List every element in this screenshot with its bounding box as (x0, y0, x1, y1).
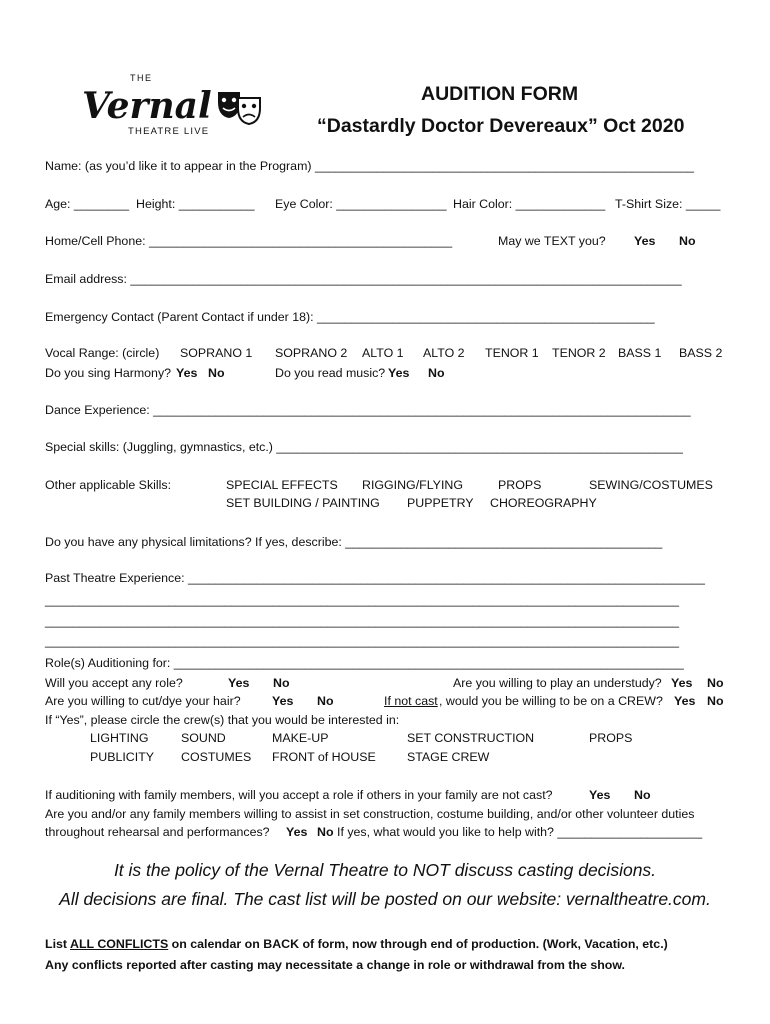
crew-interest-intro: If “Yes”, please circle the crew(s) that you would be interested in: (45, 713, 400, 727)
svg-text:THEATRE LIVE: THEATRE LIVE (128, 126, 210, 137)
vocal-option-soprano-1[interactable]: SOPRANO 1 (180, 346, 253, 360)
crew-make-up[interactable]: MAKE-UP (272, 731, 329, 745)
cut-dye-hair-question: Are you willing to cut/dye your hair? (45, 694, 241, 708)
assist-yes-option[interactable]: Yes (286, 825, 308, 839)
understudy-no-option[interactable]: No (707, 676, 724, 690)
roles-auditioning-field[interactable]: Role(s) Auditioning for: __________________________________________________________________________ (45, 656, 684, 670)
height-field[interactable]: Height: ___________ (136, 197, 255, 211)
skill-puppetry[interactable]: PUPPETRY (407, 496, 474, 510)
read-music-no-option[interactable]: No (428, 366, 445, 380)
special-skills-field[interactable]: Special skills: (Juggling, gymnastics, etc.) ___________________________________________________________ (45, 440, 683, 454)
tshirt-size-field[interactable]: T-Shirt Size: _____ (615, 197, 721, 211)
past-experience-line[interactable]: ____________________________________________________________________________________________ (45, 634, 679, 648)
eye-color-field[interactable]: Eye Color: ________________ (275, 197, 447, 211)
if-not-cast-text: If not cast (384, 694, 438, 708)
understudy-question: Are you willing to play an understudy? (453, 676, 662, 690)
all-conflicts-text: ALL CONFLICTS (70, 937, 169, 951)
skill-choreography[interactable]: CHOREOGRAPHY (490, 496, 597, 510)
text-question: May we TEXT you? (498, 234, 606, 248)
accept-role-yes-option[interactable]: Yes (228, 676, 250, 690)
vernal-theatre-logo (80, 72, 265, 140)
footer-line-1-rest: on calendar on BACK of form, now through end of production. (Work, Vacation, etc.) (171, 937, 668, 951)
skill-rigging-flying[interactable]: RIGGING/FLYING (362, 478, 463, 492)
crew-sound[interactable]: SOUND (181, 731, 226, 745)
accept-any-role-question: Will you accept any role? (45, 676, 183, 690)
policy-line-1: It is the policy of the Vernal Theatre to NOT discuss casting decisions. (113, 860, 657, 880)
harmony-yes-option[interactable]: Yes (176, 366, 198, 380)
vocal-option-soprano-2[interactable]: SOPRANO 2 (275, 346, 348, 360)
footer-line-1 (45, 937, 668, 952)
understudy-yes-option[interactable]: Yes (671, 676, 693, 690)
vocal-range-label: Vocal Range: (circle) (45, 346, 160, 360)
age-field[interactable]: Age: ________ (45, 197, 130, 211)
other-skills-label: Other applicable Skills: (45, 478, 172, 492)
vocal-option-bass-1[interactable]: BASS 1 (618, 346, 662, 360)
family-yes-option[interactable]: Yes (589, 788, 611, 802)
assist-question: Are you and/or any family members willing to assist in set construction, costume building, and/or other volunteer duties (45, 807, 695, 821)
crew-front-of-house[interactable]: FRONT of HOUSE (272, 750, 376, 764)
svg-text:Vernal: Vernal (82, 85, 212, 127)
footer-line-2: Any conflicts reported after casting may necessitate a change in role or withdrawal from the show. (45, 958, 625, 972)
form-subtitle: “Dastardly Doctor Devereaux” Oct 2020 (317, 115, 685, 137)
hair-color-field[interactable]: Hair Color: _____________ (453, 197, 606, 211)
crew-question: , would you be willing to be on a CREW? (439, 694, 663, 708)
vocal-option-bass-2[interactable]: BASS 2 (679, 346, 723, 360)
text-yes-option[interactable]: Yes (634, 234, 656, 248)
crew-stage-crew[interactable]: STAGE CREW (407, 750, 490, 764)
dance-experience-field[interactable]: Dance Experience: ______________________________________________________________________________ (45, 403, 691, 417)
past-experience-field[interactable]: Past Theatre Experience: ___________________________________________________________________________ (45, 571, 705, 585)
name-field[interactable]: Name: (as you’d like it to appear in the Program) _______________________________________________________ (45, 159, 694, 173)
physical-limitations-field[interactable]: Do you have any physical limitations? If yes, describe: ______________________________________________ (45, 535, 663, 549)
vocal-option-alto-2[interactable]: ALTO 2 (423, 346, 465, 360)
skill-set-building-painting[interactable]: SET BUILDING / PAINTING (226, 496, 380, 510)
svg-text:THE: THE (130, 73, 153, 83)
crew-set-construction[interactable]: SET CONSTRUCTION (407, 731, 535, 745)
family-no-option[interactable]: No (634, 788, 651, 802)
vocal-option-tenor-2[interactable]: TENOR 2 (552, 346, 606, 360)
emergency-contact-field[interactable]: Emergency Contact (Parent Contact if under 18): _________________________________________________ (45, 310, 655, 324)
phone-field[interactable]: Home/Cell Phone: ____________________________________________ (45, 234, 453, 248)
read-music-question: Do you read music? (275, 366, 386, 380)
footer-list-word: List (45, 937, 68, 951)
assist-no-option[interactable]: No (317, 825, 334, 839)
past-experience-line[interactable]: ____________________________________________________________________________________________ (45, 614, 679, 628)
harmony-no-option[interactable]: No (208, 366, 225, 380)
cut-hair-yes-option[interactable]: Yes (272, 694, 294, 708)
skill-props[interactable]: PROPS (498, 478, 542, 492)
past-experience-line[interactable]: ____________________________________________________________________________________________ (45, 593, 679, 607)
read-music-yes-option[interactable]: Yes (388, 366, 410, 380)
skill-special-effects[interactable]: SPECIAL EFFECTS (226, 478, 338, 492)
form-title: AUDITION FORM (421, 83, 579, 105)
assist-question-cont: throughout rehearsal and performances? (45, 825, 270, 839)
crew-publicity[interactable]: PUBLICITY (90, 750, 155, 764)
text-no-option[interactable]: No (679, 234, 696, 248)
skill-sewing-costumes[interactable]: SEWING/COSTUMES (589, 478, 713, 492)
family-question: If auditioning with family members, will you accept a role if others in your family are not cast? (45, 788, 553, 802)
accept-role-no-option[interactable]: No (273, 676, 290, 690)
vocal-option-tenor-1[interactable]: TENOR 1 (485, 346, 539, 360)
cut-hair-no-option[interactable]: No (317, 694, 334, 708)
crew-props[interactable]: PROPS (589, 731, 633, 745)
crew-costumes[interactable]: COSTUMES (181, 750, 252, 764)
policy-line-2: All decisions are final. The cast list will be posted on our website: vernaltheatre.com. (59, 889, 711, 909)
assist-help-field[interactable]: If yes, what would you like to help with? _____________________ (337, 825, 703, 839)
crew-lighting[interactable]: LIGHTING (90, 731, 149, 745)
vocal-option-alto-1[interactable]: ALTO 1 (362, 346, 404, 360)
email-field[interactable]: Email address: ________________________________________________________________________________ (45, 272, 682, 286)
theatre-masks-icon (218, 92, 260, 124)
crew-yes-option[interactable]: Yes (674, 694, 696, 708)
harmony-question: Do you sing Harmony? (45, 366, 172, 380)
crew-no-option[interactable]: No (707, 694, 724, 708)
